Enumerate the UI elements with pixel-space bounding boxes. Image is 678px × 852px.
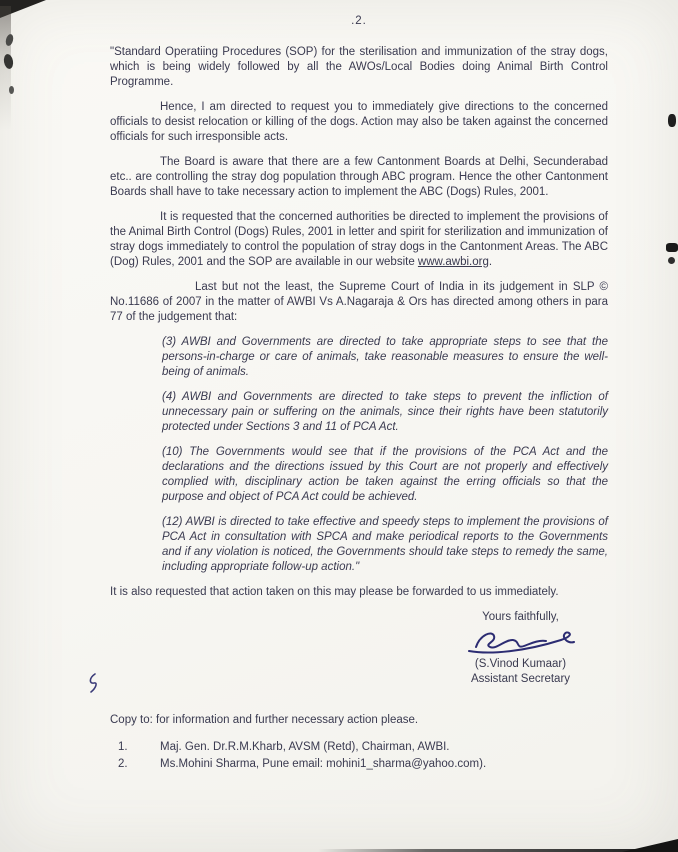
signatory-name: (S.Vinod Kumaar) [474, 658, 567, 670]
scan-artifact-left-mark [5, 33, 15, 46]
recipient-list [110, 740, 608, 772]
scan-artifact-left-mark [9, 86, 14, 94]
pen-mark-squiggle [86, 672, 100, 694]
closing-paragraph: It is also requested that action taken on this may please be forwarded to us immediately. [110, 586, 559, 598]
scan-artifact-left-mark [3, 53, 14, 69]
paragraph-directions-request: Hence, I am directed to request you to immediately give directions to the concerned officials to desist relocation or killing of the dogs. Action may also be taken against the concerned officials for such irresponsible acts. [110, 101, 608, 143]
paragraph-supreme-court: Last but not the least, the Supreme Court of India in its judgement in SLP © No.11686 of 2007 in the matter of AWBI Vs A.Nagaraja & Ors has directed among others in para 77 of the judgement that: [110, 281, 608, 323]
signature-salutation: Yours faithfully, [482, 611, 559, 623]
scan-artifact-right-mark [668, 114, 676, 127]
paragraph-abc-rules-period: . [488, 256, 493, 268]
copy-to-line: Copy to: for information and further necessary action please. [110, 714, 419, 726]
letter-body [110, 14, 608, 774]
signature-scribble [466, 627, 576, 657]
quote-para-4: (4) AWBI and Governments are directed to take steps to prevent the infliction of unnecessary pain or suffering on the animals, since their rights have been statutorily protected under Sections 3 and 11 of PCA Act. [162, 391, 608, 433]
scan-artifact-corner-top-left [0, 0, 46, 18]
scan-artifact-right-mark [666, 243, 678, 252]
signatory-title: Assistant Secretary [470, 673, 571, 685]
paragraph-abc-rules-text: It is requested that the concerned authorities be directed to implement the provisions of the Animal Birth Control (Dogs) Rules, 2001 in letter and spirit for sterilization and immunization of stray dogs immediately to control the population of stray dogs in the Cantonment Areas. The ABC (Dog) Rules, 2001 and the SOP are available in our website [110, 211, 608, 268]
quote-para-10: (10) The Governments would see that if the provisions of the PCA Act and the declarations and the directions issued by this Court are not properly and effectively complied with, disciplinary action be taken against the erring officials so that the purpose and object of PCA Act could be achieved. [162, 446, 608, 503]
recipient-number: 1. [118, 741, 128, 753]
recipient-text: Maj. Gen. Dr.R.M.Kharb, AVSM (Retd), Chairman, AWBI. [160, 741, 450, 753]
quote-para-3: (3) AWBI and Governments are directed to take appropriate steps to see that the persons-in-charge or care of animals, take reasonable measures to ensure the well-being of animals. [162, 336, 608, 378]
scan-artifact-corner-bottom-right [622, 839, 678, 852]
page-number: .2. [351, 15, 367, 27]
quote-para-12: (12) AWBI is directed to take effective and speedy steps to implement the provisions of PCA Act in consultation with SPCA and make periodical reports to the Governments and if any violation is noticed, the Governments should take steps to remedy the same, including appropriate follow-up action." [162, 516, 608, 573]
website-link: www.awbi.org [417, 256, 489, 268]
recipient-row [118, 757, 608, 772]
paragraph-sop: "Standard Operatiing Procedures (SOP) for the sterilisation and immunization of the stray dogs, which is being widely followed by all the AWOs/Local Bodies doing Animal Birth Control Programme. [110, 46, 608, 88]
recipient-row [118, 740, 608, 755]
scan-artifact-right-mark [668, 257, 675, 264]
signature-block [433, 610, 608, 687]
scan-artifact-left-smear [0, 6, 11, 131]
recipient-number: 2. [118, 758, 128, 770]
paragraph-abc-rules [110, 210, 608, 270]
recipient-text: Ms.Mohini Sharma, Pune email: mohini1_sharma@yahoo.com). [160, 758, 487, 770]
paragraph-cantonment-boards: The Board is aware that there are a few Cantonment Boards at Delhi, Secunderabad etc.. are controlling the stray dog population through ABC program. Hence the other Cantonment Boards shall have to take necessary action to implement the ABC (Dogs) Rules, 2001. [110, 156, 608, 198]
